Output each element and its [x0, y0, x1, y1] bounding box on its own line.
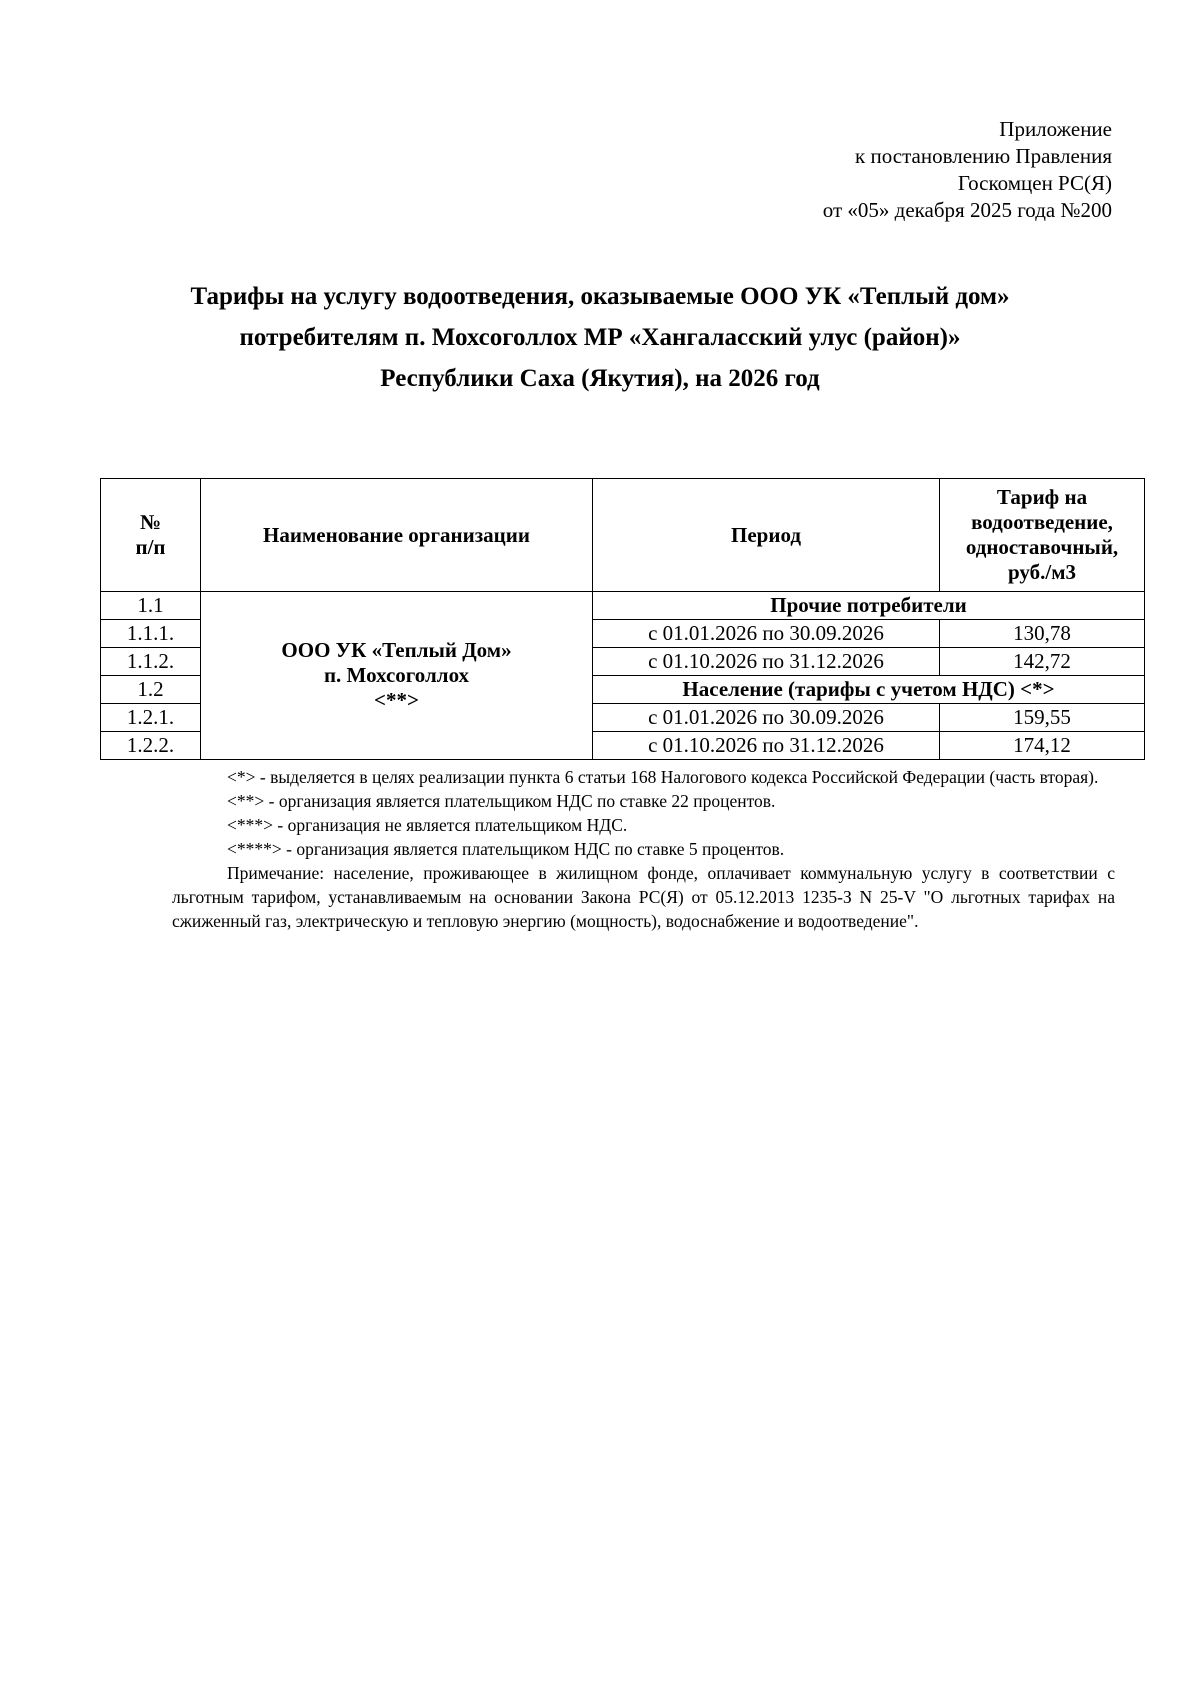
row-number: 1.1: [101, 592, 201, 620]
footnote-remark: Примечание: население, проживающее в жилищном фонде, оплачивает коммунальную услугу в соответствии с льготным тарифом, устанавливаемым на основании Закона РС(Я) от 05.12.2013 1235-З N 25-V "О льготных тарифах на сжиженный газ, электрическую и тепловую энергию (мощность), водоснабжение и водоотведение".: [172, 863, 1115, 931]
header-number-line-2: п/п: [135, 535, 166, 559]
header-tariff-line-4: руб./м3: [1007, 560, 1076, 584]
title-line-2: потребителям п. Мохсоголлох МР «Хангаласский улус (район)»: [239, 324, 961, 351]
header-period: Период: [593, 479, 940, 592]
header-tariff-line-3: одноставочный,: [965, 535, 1119, 559]
row-number: 1.1.1.: [101, 620, 201, 648]
section-population: Население (тарифы с учетом НДС) <*>: [593, 676, 1145, 704]
period-cell: с 01.01.2026 по 30.09.2026: [593, 620, 940, 648]
organization-name-line-3: <**>: [374, 688, 419, 712]
footnotes: [172, 765, 1115, 933]
tariff-cell: 130,78: [940, 620, 1145, 648]
section-other-consumers: Прочие потребители: [593, 592, 1145, 620]
row-number: 1.1.2.: [101, 648, 201, 676]
footnote-vat-22: <**> - организация является плательщиком НДС по ставке 22 процентов.: [227, 791, 776, 811]
table-header-row: [101, 479, 1145, 592]
header-tariff: [940, 479, 1145, 592]
row-number: 1.2.1.: [101, 704, 201, 732]
header-number-line-1: №: [139, 510, 162, 534]
tariff-cell: 142,72: [940, 648, 1145, 676]
period-cell: с 01.10.2026 по 31.12.2026: [593, 732, 940, 760]
document-title: [100, 276, 1100, 399]
footnote-no-vat: <***> - организация не является плательщиком НДС.: [227, 815, 628, 835]
appendix-line-4: от «05» декабря 2025 года №200: [822, 198, 1112, 222]
title-line-3: Республики Саха (Якутия), на 2026 год: [380, 365, 820, 392]
period-cell: с 01.01.2026 по 30.09.2026: [593, 704, 940, 732]
organization-name-line-2: п. Мохсоголлох: [323, 663, 470, 687]
footnote-vat-allocation: <*> - выделяется в целях реализации пункта 6 статьи 168 Налогового кодекса Российской Федерации (часть вторая).: [227, 767, 1099, 787]
organization-name-line-1: ООО УК «Теплый Дом»: [281, 638, 512, 662]
appendix-block: [823, 116, 1112, 224]
header-organization: Наименование организации: [201, 479, 593, 592]
appendix-line-2: к постановлению Правления: [855, 144, 1112, 168]
table-row: [101, 592, 1145, 620]
period-cell: с 01.10.2026 по 31.12.2026: [593, 648, 940, 676]
header-tariff-line-2: водоотведение,: [971, 510, 1113, 534]
header-number: [101, 479, 201, 592]
tariff-table: [100, 478, 1145, 760]
row-number: 1.2.2.: [101, 732, 201, 760]
appendix-line-1: Приложение: [999, 117, 1112, 141]
tariff-cell: 159,55: [940, 704, 1145, 732]
footnote-vat-5: <****> - организация является плательщиком НДС по ставке 5 процентов.: [227, 839, 785, 859]
appendix-line-3: Госкомцен РС(Я): [957, 171, 1112, 195]
header-tariff-line-1: Тариф на: [996, 485, 1088, 509]
title-line-1: Тарифы на услугу водоотведения, оказываемые ООО УК «Теплый дом»: [190, 283, 1010, 310]
organization-name-cell: [201, 592, 593, 760]
row-number: 1.2: [101, 676, 201, 704]
tariff-cell: 174,12: [940, 732, 1145, 760]
